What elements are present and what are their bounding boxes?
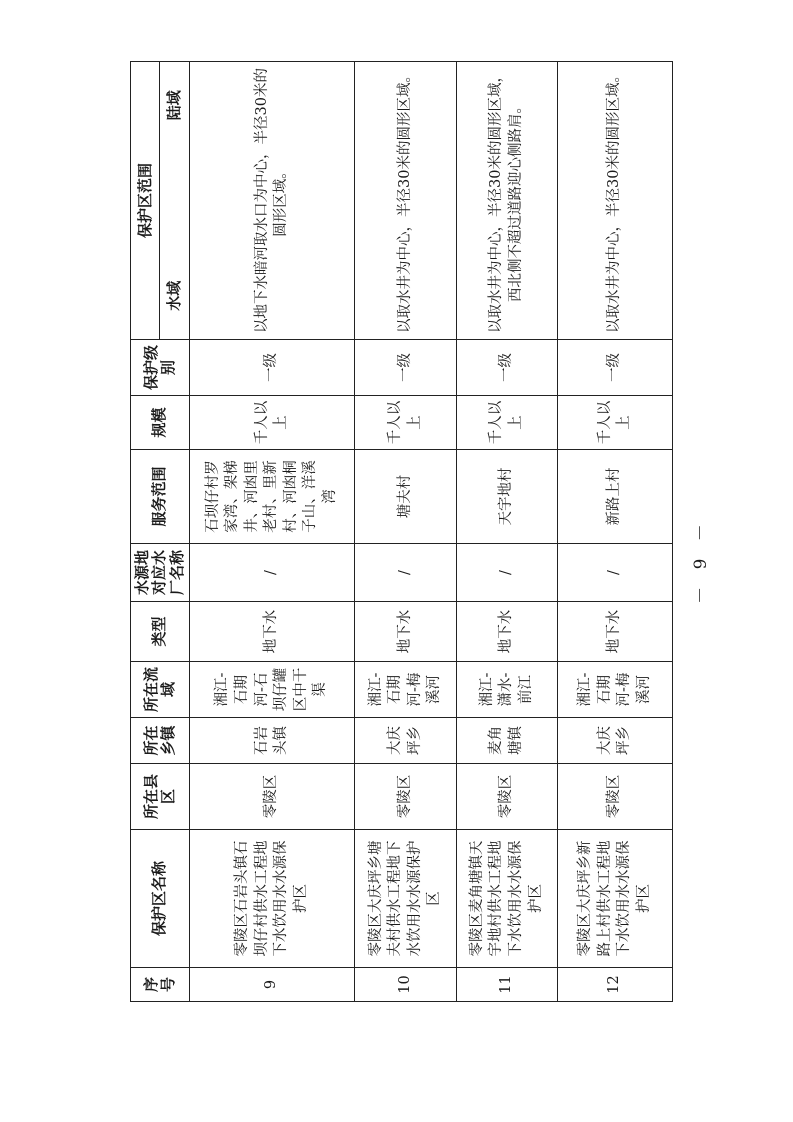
cell-service: 天宇地村 <box>456 450 557 544</box>
cell-plant: / <box>355 544 456 602</box>
cell-basin: 湘江-石期河-梅溪河 <box>355 662 456 718</box>
cell-name: 零陵区大庆坪乡新路上村供水工程地下水饮用水水源保护区 <box>558 830 673 968</box>
header-plant: 水源地对应水厂名称 <box>131 544 190 602</box>
cell-basin: 湘江-石期河-石坝仔罐区中干渠 <box>189 662 355 718</box>
cell-town: 石岩头镇 <box>189 718 355 764</box>
header-town: 所在乡镇 <box>131 718 190 764</box>
cell-basin: 湘江-石期河-梅溪河 <box>558 662 673 718</box>
protection-zone-table <box>130 61 673 1002</box>
cell-name: 零陵区石岩头镇石坝仔村供水工程地下水饮用水水源保护区 <box>189 830 355 968</box>
cell-service: 塘夫村 <box>355 450 456 544</box>
cell-level: 一级 <box>558 340 673 396</box>
table-row <box>189 62 355 1002</box>
header-land: 陆域 <box>164 90 183 121</box>
table-row <box>558 62 673 1002</box>
cell-name: 零陵区大庆坪乡塘夫村供水工程地下水饮用水水源保护区 <box>355 830 456 968</box>
cell-type: 地下水 <box>558 602 673 662</box>
cell-service: 石坝仔村罗家湾、架梯井、河凼里老村、里新村、河凼桐子山、洋溪湾 <box>189 450 355 544</box>
cell-county: 零陵区 <box>355 764 456 830</box>
cell-county: 零陵区 <box>456 764 557 830</box>
cell-range: 以地下水暗河取水口为中心，半径30米的圆形区域。 <box>189 62 355 340</box>
table-row <box>456 62 557 1002</box>
header-water-land <box>160 62 189 340</box>
table-row <box>355 62 456 1002</box>
cell-level: 一级 <box>355 340 456 396</box>
cell-seq: 10 <box>355 968 456 1002</box>
cell-range: 以取水井为中心，半径30米的圆形区域。 <box>355 62 456 340</box>
cell-town: 大庆坪乡 <box>558 718 673 764</box>
cell-type: 地下水 <box>189 602 355 662</box>
header-county: 所在县区 <box>131 764 190 830</box>
cell-type: 地下水 <box>355 602 456 662</box>
header-water: 水域 <box>164 280 183 311</box>
cell-scale: 千人以上 <box>558 396 673 450</box>
cell-range: 以取水井为中心，半径30米的圆形区域，西北侧不超过道路迎心侧路肩。 <box>456 62 557 340</box>
cell-level: 一级 <box>189 340 355 396</box>
cell-town: 大庆坪乡 <box>355 718 456 764</box>
header-range: 保护区范围 <box>131 62 160 340</box>
cell-seq: 11 <box>456 968 557 1002</box>
cell-service: 新路上村 <box>558 450 673 544</box>
cell-range: 以取水井为中心，半径30米的圆形区域。 <box>558 62 673 340</box>
header-service: 服务范围 <box>131 450 190 544</box>
cell-name: 零陵区麦角塘镇天宇地村供水工程地下水饮用水水源保护区 <box>456 830 557 968</box>
header-type: 类型 <box>131 602 190 662</box>
cell-plant: / <box>558 544 673 602</box>
header-name: 保护区名称 <box>131 830 190 968</box>
cell-seq: 12 <box>558 968 673 1002</box>
cell-plant: / <box>456 544 557 602</box>
cell-seq: 9 <box>189 968 355 1002</box>
cell-basin: 湘江-潇水-前江 <box>456 662 557 718</box>
header-level: 保护级别 <box>131 340 190 396</box>
cell-level: 一级 <box>456 340 557 396</box>
header-scale: 规模 <box>131 396 190 450</box>
header-row-1 <box>131 62 160 1002</box>
header-basin: 所在流域 <box>131 662 190 718</box>
header-seq: 序号 <box>131 968 190 1002</box>
page-number: － 9 － <box>691 518 711 604</box>
cell-county: 零陵区 <box>189 764 355 830</box>
cell-scale: 千人以上 <box>456 396 557 450</box>
cell-scale: 千人以上 <box>355 396 456 450</box>
cell-town: 麦角塘镇 <box>456 718 557 764</box>
cell-type: 地下水 <box>456 602 557 662</box>
cell-plant: / <box>189 544 355 602</box>
cell-scale: 千人以上 <box>189 396 355 450</box>
cell-county: 零陵区 <box>558 764 673 830</box>
